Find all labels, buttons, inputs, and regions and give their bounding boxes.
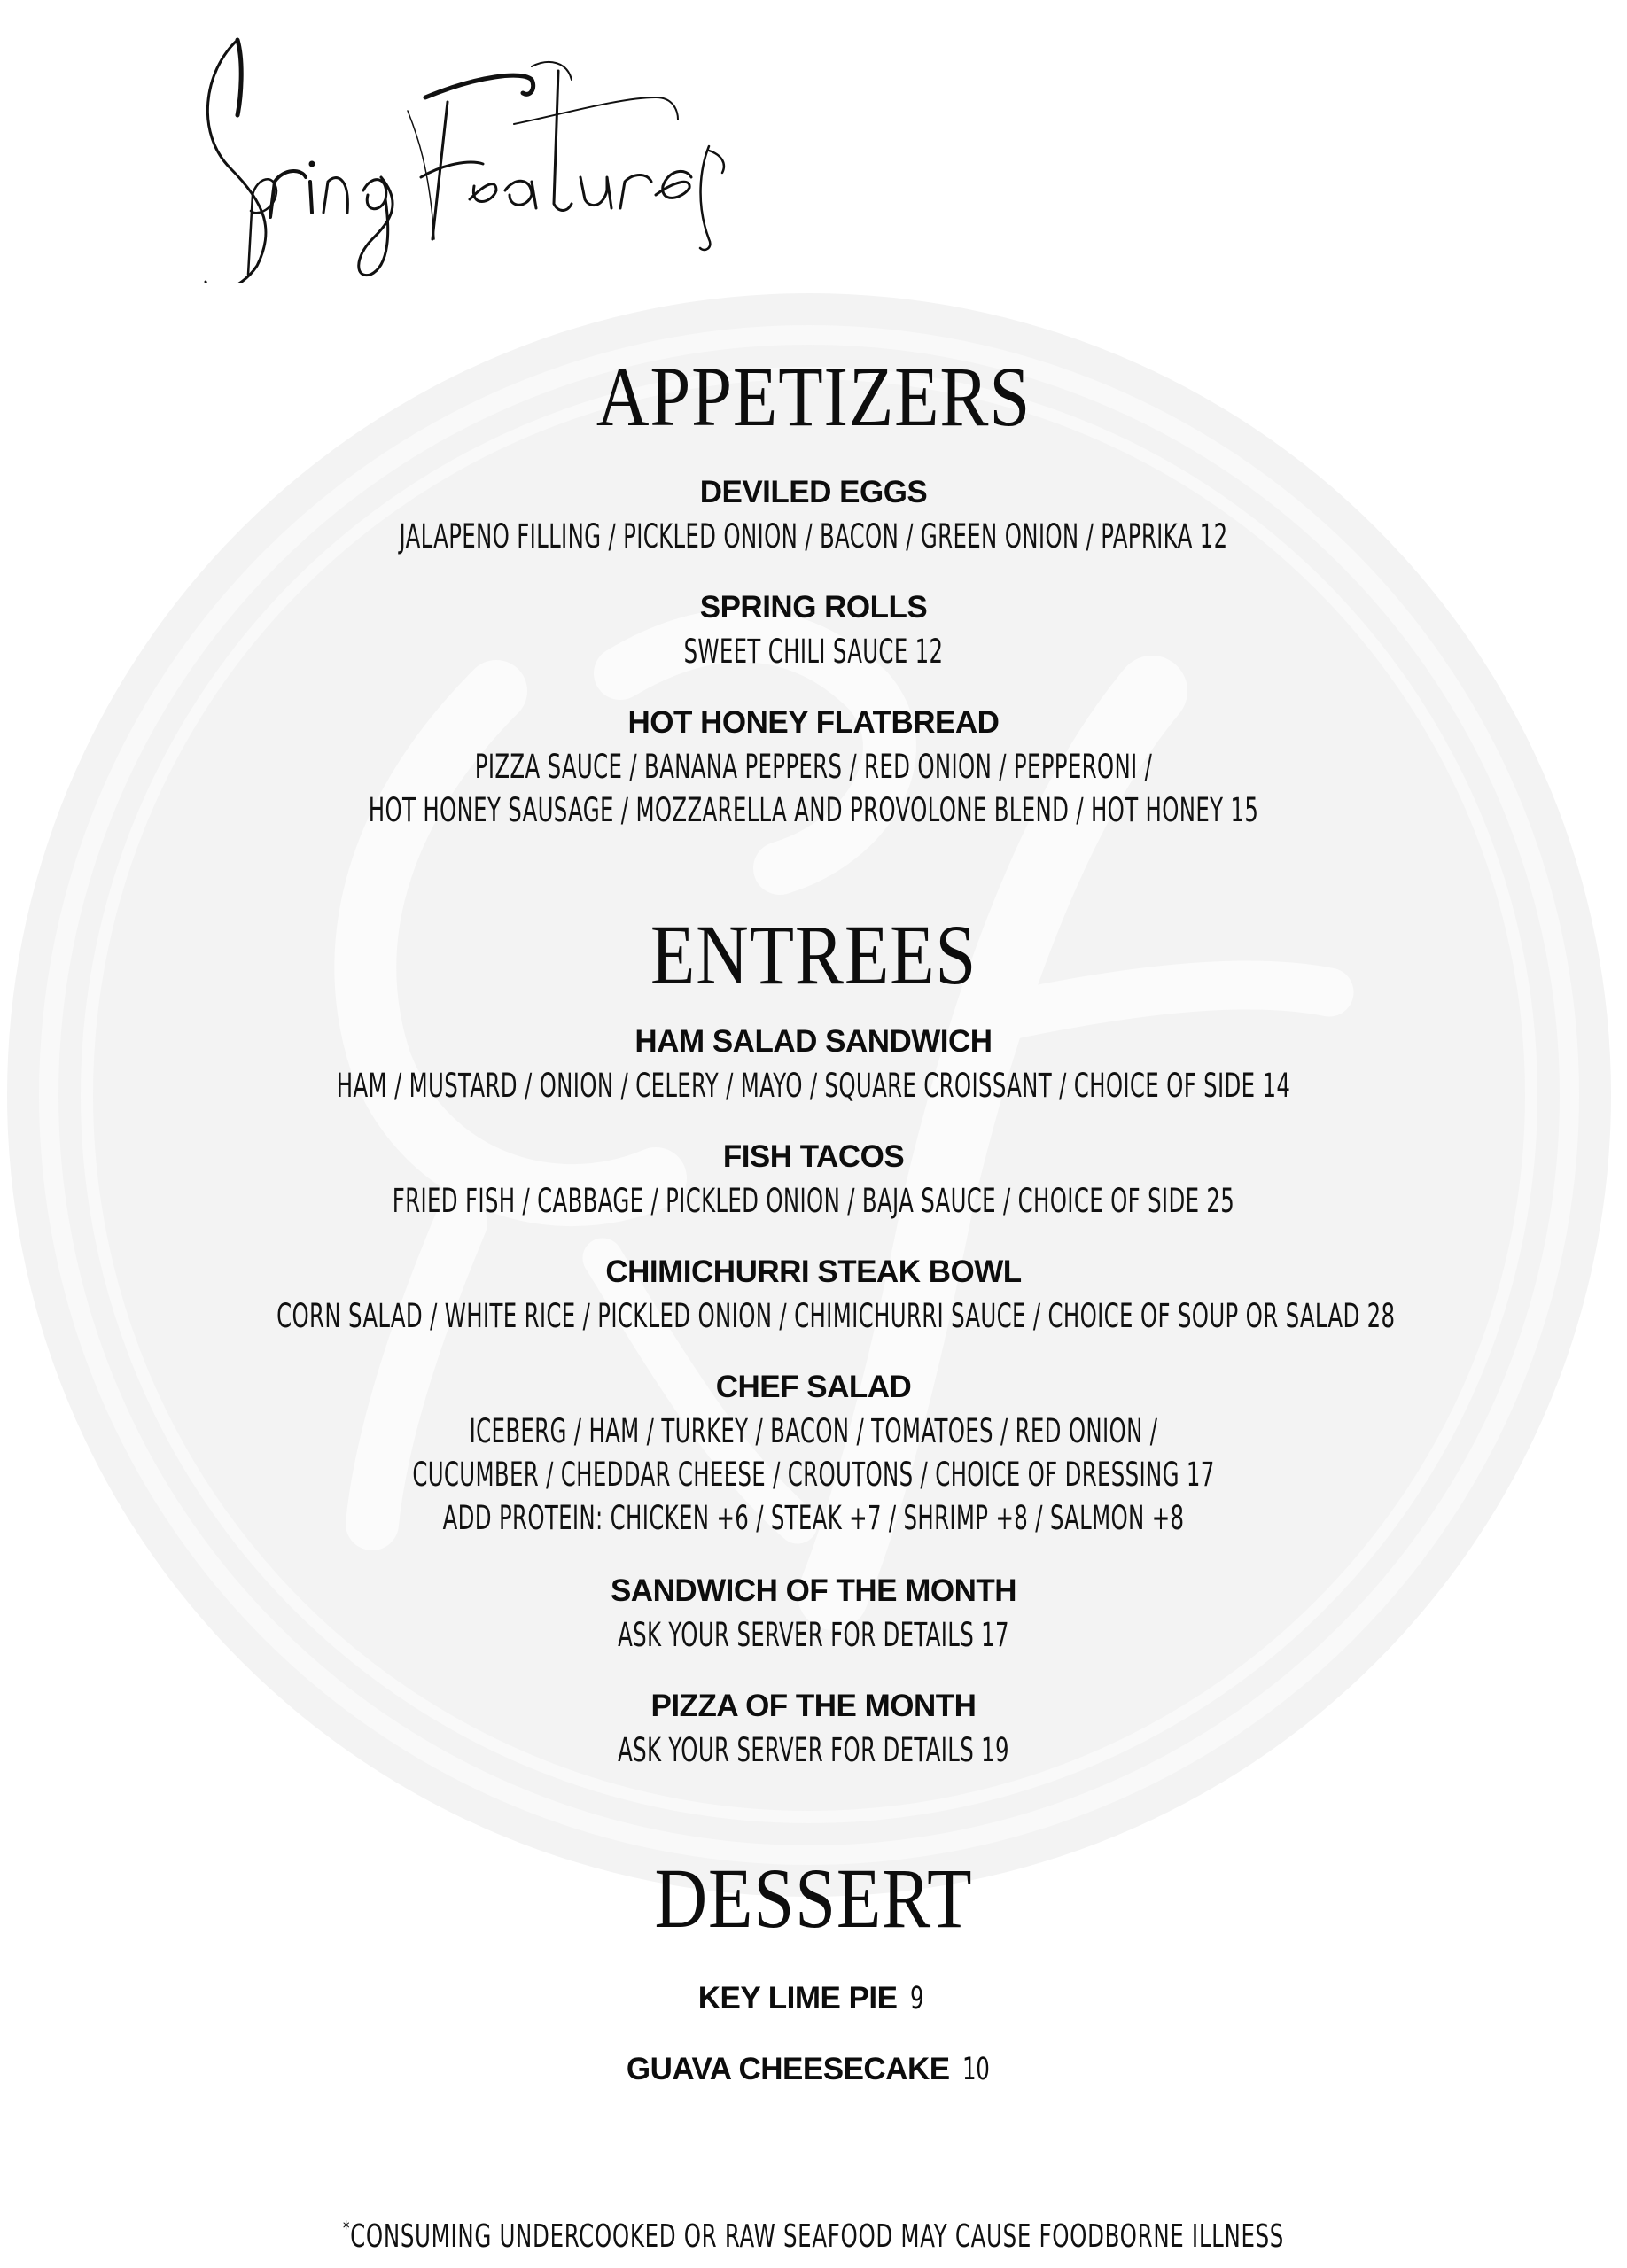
menu-item-description: HAM / MUSTARD / ONION / CELERY / MAYO / SQUARE CROISSANT / CHOICE OF SIDE 14 [336,1067,1291,1105]
menu-item-description: ASK YOUR SERVER FOR DETAILS 19 [618,1731,1009,1769]
menu-item-dessert [0,1983,1627,2015]
menu-item-description: HOT HONEY SAUSAGE / MOZZARELLA AND PROVOLONE BLEND / HOT HONEY 15 [368,791,1259,829]
section-heading-entrees: ENTREES [650,907,977,1002]
menu-item-description: ASK YOUR SERVER FOR DETAILS 17 [618,1616,1009,1654]
section-heading-appetizers: APPETIZERS [596,349,1031,444]
menu-item-description: PIZZA SAUCE / BANANA PEPPERS / RED ONION / PEPPERONI / [474,748,1153,786]
menu-item-name: FISH TACOS [722,1139,905,1174]
foodborne-illness-disclaimer [261,2220,1366,2253]
menu-item-name: HAM SALAD SANDWICH [634,1024,993,1059]
menu-item-name: CHEF SALAD [715,1370,912,1404]
menu-item-name: SPRING ROLLS [699,590,928,625]
menu-item-description: SWEET CHILI SAUCE 12 [683,633,944,671]
asterisk: * [342,2218,351,2241]
menu-item-price: 10 [961,2052,990,2087]
menu-item-name: CHIMICHURRI STEAK BOWL [605,1254,1022,1289]
menu-item-description: CORN SALAD / WHITE RICE / PICKLED ONION / CHIMICHURRI SAUCE / CHOICE OF SOUP OR SALAD 28 [276,1297,1396,1335]
menu-item-description: CUCUMBER / CHEDDAR CHEESE / CROUTONS / CHOICE OF DRESSING 17 [412,1456,1215,1494]
page-title-script [0,18,1627,284]
menu-item-name: PIZZA OF THE MONTH [650,1689,977,1723]
menu-item-description: JALAPENO FILLING / PICKLED ONION / BACON / GREEN ONION / PAPRIKA 12 [399,517,1228,555]
menu-item-description: ADD PROTEIN: CHICKEN +6 / STEAK +7 / SHRIMP +8 / SALMON +8 [442,1499,1185,1537]
menu-item-name: KEY LIME PIE [697,1981,898,2016]
menu-item-name: SANDWICH OF THE MONTH [610,1573,1017,1608]
menu-item-name: GUAVA CHEESECAKE [626,2052,950,2086]
menu-item-price: 9 [909,1981,923,2016]
menu-item-dessert [0,2054,1627,2085]
menu-item-description: FRIED FISH / CABBAGE / PICKLED ONION / BAJA SAUCE / CHOICE OF SIDE 25 [392,1182,1235,1220]
menu-item-name: DEVILED EGGS [699,475,928,509]
disclaimer-text: CONSUMING UNDERCOOKED OR RAW SEAFOOD MAY CAUSE FOODBORNE ILLNESS [350,2218,1285,2255]
menu-item-description: ICEBERG / HAM / TURKEY / BACON / TOMATOES / RED ONION / [469,1412,1158,1450]
menu-item-name: HOT HONEY FLATBREAD [627,705,1000,740]
section-heading-dessert: DESSERT [654,1851,973,1946]
